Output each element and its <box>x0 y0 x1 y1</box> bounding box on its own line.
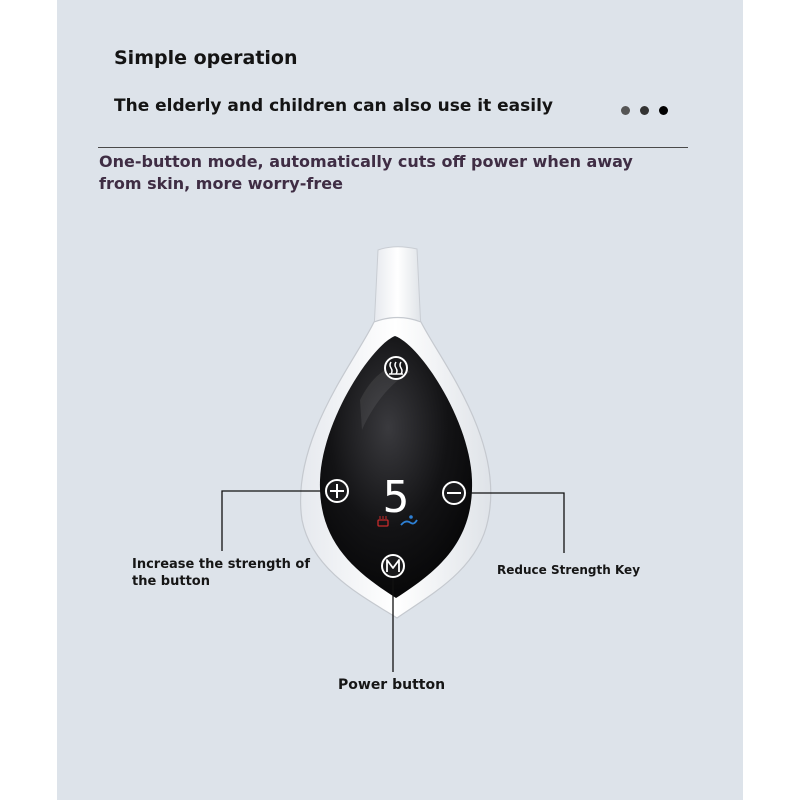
power-button[interactable] <box>382 555 404 577</box>
increase-button[interactable] <box>326 480 348 502</box>
decrease-button[interactable] <box>443 482 465 504</box>
section-subtitle: The elderly and children can also use it easily <box>114 96 553 116</box>
heat-button[interactable] <box>385 357 407 379</box>
increase-button-label: Increase the strength of the button <box>132 557 311 589</box>
power-button-label: Power button <box>338 677 446 693</box>
section-title: Simple operation <box>114 47 298 69</box>
strength-display: 5 <box>382 472 410 523</box>
feature-description: One-button mode, automatically cuts off power when away from skin, more worry-free <box>99 152 633 193</box>
decrease-button-label: Reduce Strength Key <box>497 563 641 577</box>
